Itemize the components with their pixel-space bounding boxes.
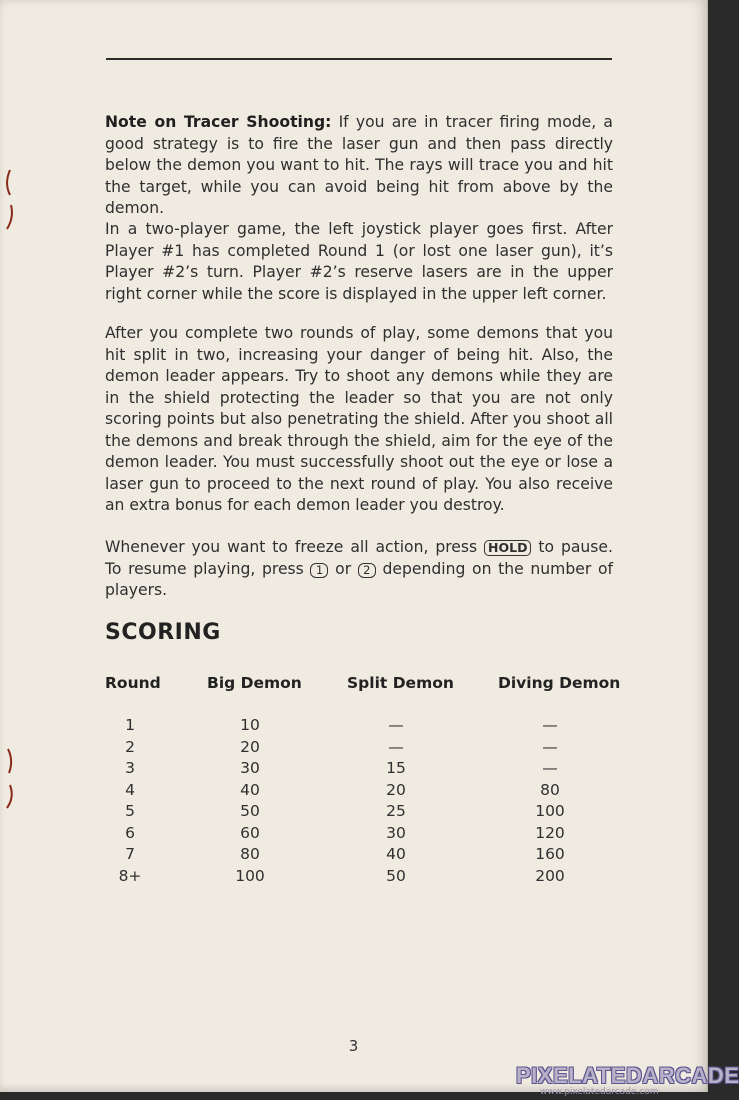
binding-hole-mark (2, 165, 16, 235)
tracer-note-label: Note on Tracer Shooting: (105, 113, 332, 131)
table-cell-split: 40 (386, 845, 406, 863)
tracer-note-text: If you are in tracer firing mode, a good strategy is to fire the laser gun and then pass directly below the demon you want to hit. The rays will trace you and hit the target, while you can avoid being hit from above by the demon. (105, 113, 613, 217)
pause-text-3: depending on the number of players. (105, 559, 613, 599)
key-1-icon: 1 (310, 563, 328, 578)
page-number: 3 (348, 1037, 359, 1055)
table-cell-round: 3 (125, 759, 135, 777)
table-cell-split: 30 (386, 823, 406, 842)
table-cell-diving: — (542, 759, 558, 777)
table-cell-round: 1 (125, 716, 135, 734)
pause-or: or (328, 559, 358, 578)
table-cell-round: 8+ (118, 866, 142, 885)
table-cell-split: 15 (386, 759, 406, 777)
table-cell-big: 100 (235, 866, 265, 885)
table-cell-split: 20 (386, 780, 406, 799)
table-cell-diving: 80 (540, 780, 560, 799)
table-cell-diving: 100 (535, 802, 565, 820)
watermark-url: www.pixelatedarcade.com (540, 1087, 659, 1097)
scoring-heading: SCORING (105, 620, 221, 645)
tracer-note-paragraph (105, 112, 613, 220)
pause-text-1: Whenever you want to freeze all action, press (105, 538, 485, 556)
rounds-paragraph: After you complete two rounds of play, some demons that you hit split in two, increasing your danger of being hit. Also, the demon leader appears. Try to shoot any demons while they are in the shield protecting the leader so that you are not only scoring points but also penetrating the shield. After you shoot all the demons and break through the shield, aim for the eye of the demon leader. You must successfully shoot out the eye or lose a laser gun to proceed to the next round of play. You also receive an extra bonus for each demon leader you destroy. (105, 324, 613, 514)
table-cell-split: — (388, 737, 404, 756)
binding-hole-mark (2, 745, 16, 815)
header-round: Round (105, 674, 161, 692)
table-cell-round: 5 (125, 802, 135, 820)
two-player-paragraph: In a two-player game, the left joystick player goes first. After Player #1 has completed Round 1 (or lost one laser gun), it’s Player #2’s turn. Player #2’s reserve lasers are in the upper right corner while the score is displayed in the upper left corner. (105, 220, 613, 303)
table-cell-split: 50 (386, 866, 406, 885)
table-cell-big: 20 (240, 737, 260, 756)
header-big-demon: Big Demon (207, 674, 302, 692)
table-cell-diving: — (542, 737, 558, 756)
table-cell-split: 25 (386, 802, 406, 820)
key-2-icon: 2 (358, 563, 376, 578)
table-cell-round: 4 (125, 780, 135, 799)
hold-key-icon: HOLD (484, 540, 531, 556)
table-cell-split: — (388, 716, 404, 734)
table-cell-big: 30 (240, 759, 260, 777)
watermark-logo: PIXELATEDARCADE (516, 1063, 739, 1088)
table-cell-big: 50 (240, 802, 260, 820)
table-cell-big: 40 (240, 780, 260, 799)
table-cell-round: 6 (125, 823, 135, 842)
top-rule (106, 58, 612, 60)
pause-text-2: to pause. To resume playing, press (105, 538, 613, 578)
table-cell-diving: — (542, 716, 558, 734)
table-cell-big: 60 (240, 823, 260, 842)
table-cell-round: 7 (125, 845, 135, 863)
table-cell-round: 2 (125, 737, 135, 756)
header-split-demon: Split Demon (347, 674, 454, 692)
table-cell-diving: 200 (535, 866, 565, 885)
header-diving-demon: Diving Demon (498, 674, 621, 692)
table-cell-diving: 120 (535, 823, 565, 842)
table-cell-big: 80 (240, 845, 260, 863)
pause-paragraph (105, 537, 613, 602)
table-cell-diving: 160 (535, 845, 565, 863)
table-cell-big: 10 (240, 716, 260, 734)
